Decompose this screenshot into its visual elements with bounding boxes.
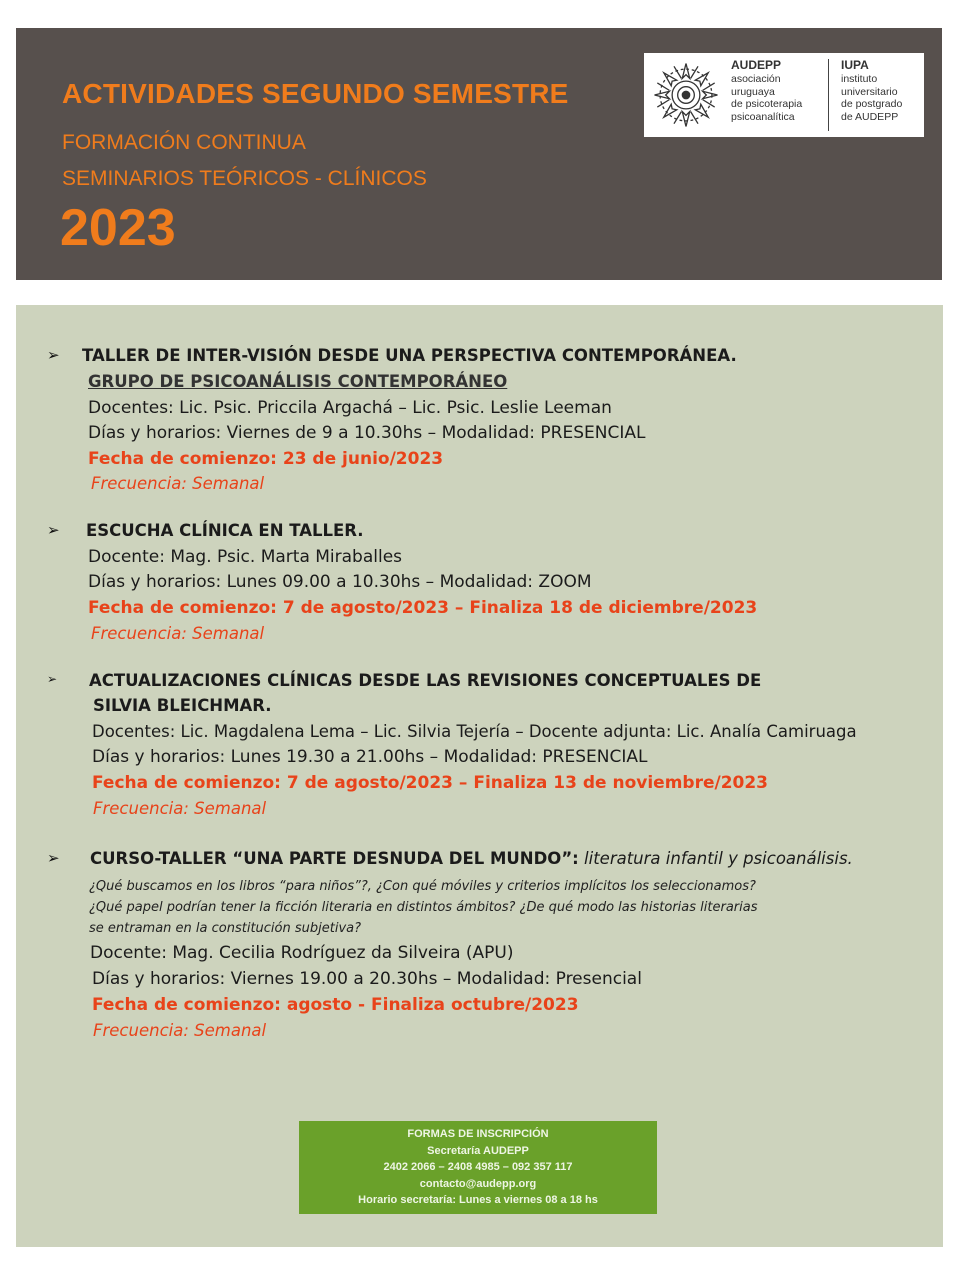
- activity-2-teachers: Docente: Mag. Psic. Marta Miraballes: [88, 547, 403, 567]
- activity-4-question-1: ¿Qué buscamos en los libros “para niños”?, ¿Con qué móviles y criterios implícitos los seleccionamos?: [89, 879, 756, 894]
- activity-3-start-date: Fecha de comienzo: 7 de agosto/2023 – Finaliza 13 de noviembre/2023: [92, 773, 769, 793]
- activity-4-question-3: se entraman en la constitución subjetiva?: [89, 921, 362, 936]
- activity-4-schedule: Días y horarios: Viernes 19.00 a 20.30hs – Modalidad: Presencial: [92, 969, 642, 989]
- arrow-bullet-icon: ➢: [47, 850, 60, 867]
- signup-hours: Horario secretaría: Lunes a viernes 08 a 18 hs: [358, 1194, 598, 1206]
- activity-4-start-date: Fecha de comienzo: agosto - Finaliza octubre/2023: [92, 995, 579, 1015]
- activity-2-schedule: Días y horarios: Lunes 09.00 a 10.30hs – Modalidad: ZOOM: [88, 572, 592, 592]
- activity-2-start-date: Fecha de comienzo: 7 de agosto/2023 – Finaliza 18 de diciembre/2023: [88, 598, 758, 618]
- activity-4-title: [90, 848, 853, 870]
- activity-4-title-prefix: CURSO-TALLER “UNA PARTE DESNUDA DEL MUNDO”:: [90, 849, 579, 868]
- activity-1-schedule: Días y horarios: Viernes de 9 a 10.30hs – Modalidad: PRESENCIAL: [88, 423, 646, 443]
- mandala-logo-icon: [649, 58, 723, 132]
- activity-1-teachers: Docentes: Lic. Psic. Priccila Argachá – Lic. Psic. Leslie Leeman: [88, 398, 612, 418]
- activity-2-title: ESCUCHA CLÍNICA EN TALLER.: [86, 521, 364, 540]
- activity-4-teachers: Docente: Mag. Cecilia Rodríguez da Silveira (APU): [90, 943, 514, 963]
- logo-iupa-description: instituto universitario de postgrado de AUDEPP: [841, 73, 903, 123]
- activity-2-frequency: Frecuencia: Semanal: [91, 624, 265, 643]
- signup-heading: FORMAS DE INSCRIPCIÓN: [407, 1128, 549, 1140]
- signup-secretaria: Secretaría AUDEPP: [427, 1144, 529, 1157]
- signup-email[interactable]: contacto@audepp.org: [419, 1177, 537, 1190]
- activity-3-title-line1: ACTUALIZACIONES CLÍNICAS DESDE LAS REVISIONES CONCEPTUALES DE: [89, 671, 762, 690]
- page-title: ACTIVIDADES SEGUNDO SEMESTRE: [62, 78, 569, 109]
- subtitle-formacion: FORMACIÓN CONTINUA: [62, 131, 306, 154]
- activity-4-title-suffix: literatura infantil y psicoanálisis.: [578, 849, 853, 868]
- activity-1-start-date: Fecha de comienzo: 23 de junio/2023: [88, 449, 444, 469]
- signup-info-box: [299, 1121, 657, 1214]
- year-label: 2023: [60, 199, 176, 257]
- header-banner: [16, 28, 942, 280]
- audepp-iupa-logo: [644, 53, 924, 137]
- arrow-bullet-icon: ➢: [47, 522, 60, 539]
- activity-4-question-2: ¿Qué papel podrían tener la ficción literaria en distintos ámbitos? ¿De qué modo las historias literarias: [89, 900, 758, 915]
- activity-3-frequency: Frecuencia: Semanal: [93, 799, 267, 818]
- activity-1-frequency: Frecuencia: Semanal: [91, 474, 265, 493]
- activity-4-frequency: Frecuencia: Semanal: [93, 1021, 267, 1040]
- logo-iupa-name: IUPA: [841, 58, 869, 72]
- activity-3-schedule: Días y horarios: Lunes 19.30 a 21.00hs – Modalidad: PRESENCIAL: [92, 747, 648, 767]
- subtitle-seminarios: SEMINARIOS TEÓRICOS - CLÍNICOS: [62, 167, 427, 190]
- arrow-bullet-icon: ➢: [47, 672, 58, 686]
- activity-3-teachers: Docentes: Lic. Magdalena Lema – Lic. Silvia Tejería – Docente adjunta: Lic. Analía Camiruaga: [92, 722, 857, 741]
- activity-1-group: GRUPO DE PSICOANÁLISIS CONTEMPORÁNEO: [88, 372, 508, 391]
- logo-audepp-name: AUDEPP: [731, 58, 782, 72]
- arrow-bullet-icon: ➢: [47, 347, 60, 364]
- activity-1-title: TALLER DE INTER-VISIÓN DESDE UNA PERSPECTIVA CONTEMPORÁNEA.: [82, 346, 737, 365]
- signup-phones: 2402 2066 – 2408 4985 – 092 357 117: [383, 1161, 573, 1173]
- logo-audepp-description: asociación uruguaya de psicoterapia psicoanalítica: [731, 73, 803, 123]
- activity-3-title-line2: SILVIA BLEICHMAR.: [93, 696, 272, 715]
- logo-divider: [828, 59, 829, 131]
